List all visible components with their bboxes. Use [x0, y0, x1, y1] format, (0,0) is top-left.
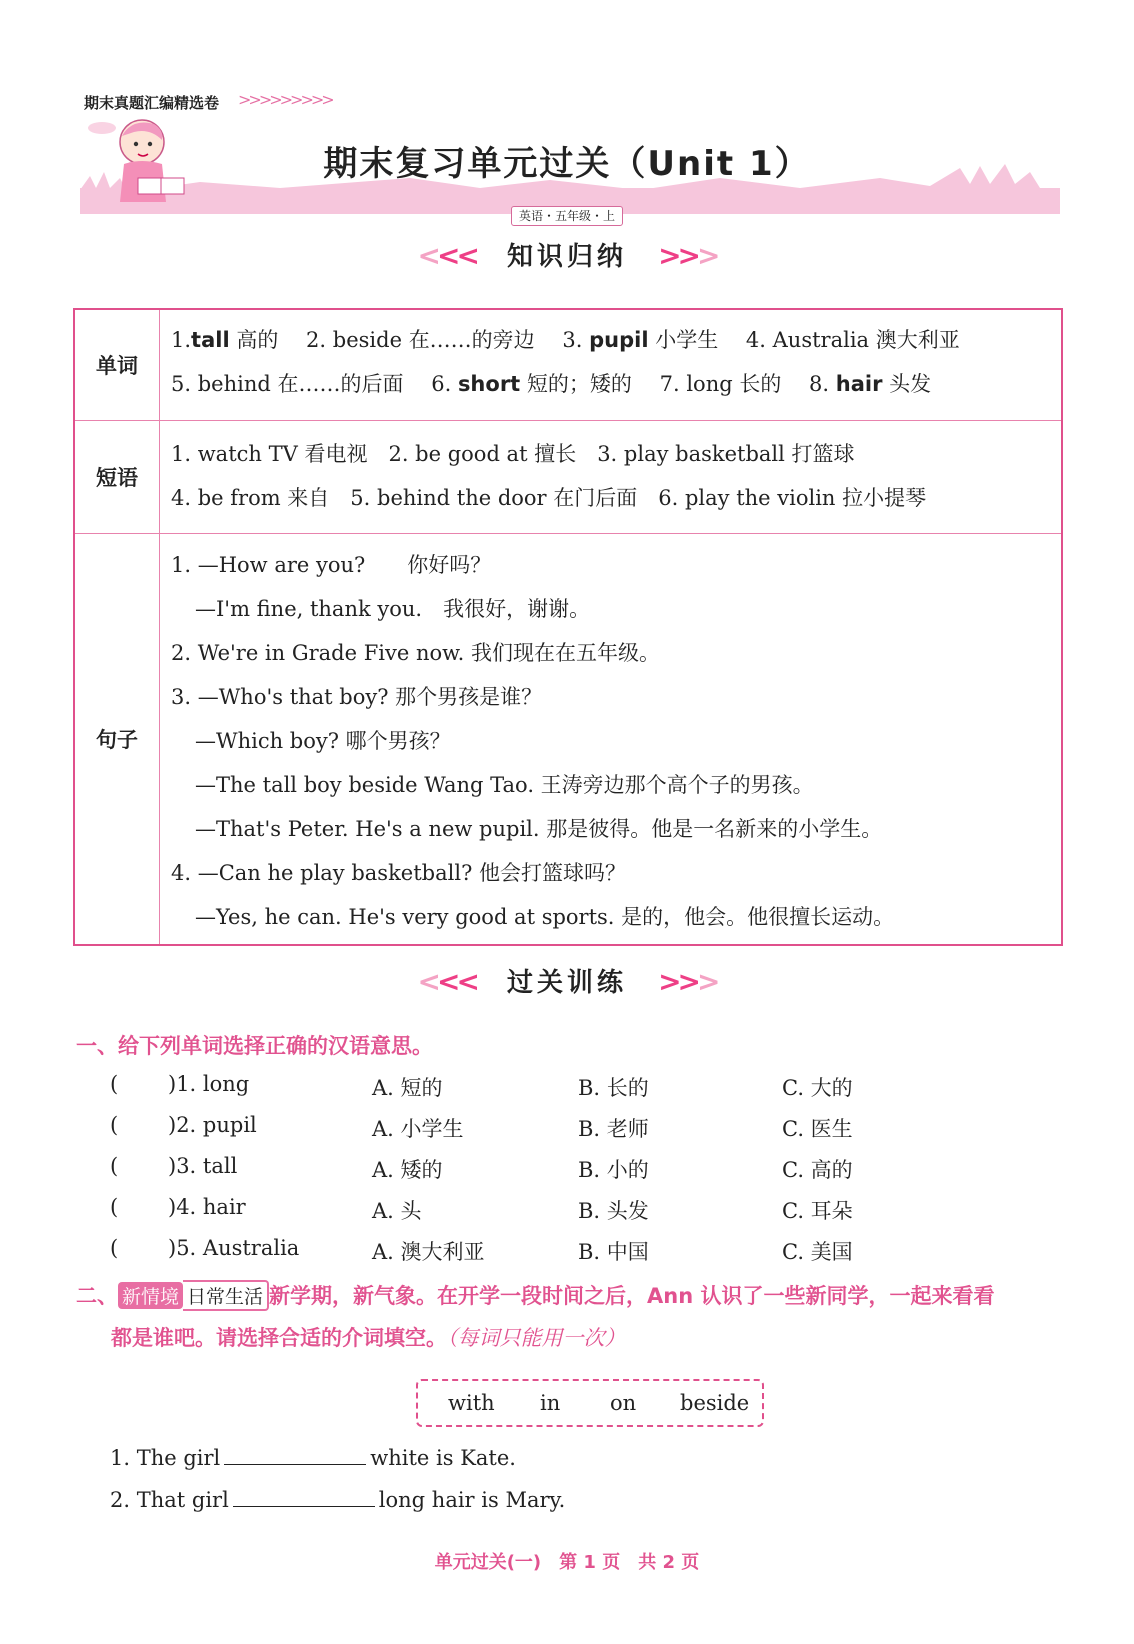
- sentence-line: —Which boy? 哪个男孩？: [195, 729, 451, 753]
- sentence-line: —I'm fine, thank you. 我很好，谢谢。: [195, 597, 591, 621]
- sentence-line: —Yes, he can. He's very good at sports. 是的，他会。他很擅长运动。: [195, 905, 895, 929]
- knowledge-heading: 知识归纳: [506, 242, 627, 272]
- daily-life-badge: 日常生活: [183, 1280, 269, 1311]
- sentence-line: 4. —Can he play basketball? 他会打篮球吗？: [171, 861, 627, 885]
- answer-blank[interactable]: [233, 1488, 375, 1507]
- word-bank-box: [416, 1379, 764, 1427]
- phrases-label: 短语: [75, 420, 160, 533]
- words-line-2: 5. behind 在……的后面 6. short 短的；矮的 7. long 长的 8. hair 头发: [171, 372, 932, 396]
- subject-tag: 英语・五年级・上: [511, 206, 623, 226]
- fill-blank-item: 2. That girl long hair is Mary.: [110, 1488, 566, 1512]
- page-title: 期末复习单元过关（Unit 1）: [323, 144, 811, 184]
- right-arrows-icon: >: [696, 239, 717, 272]
- sentences-row: [75, 533, 1061, 944]
- fill-blank-item: 1. The girl white is Kate.: [110, 1446, 516, 1470]
- new-context-badge: 新情境: [118, 1282, 183, 1309]
- series-title: 期末真题汇编精选卷: [84, 94, 220, 112]
- sentence-line: 2. We're in Grade Five now. 我们现在在五年级。: [171, 641, 660, 665]
- word-bank-item: with: [448, 1391, 495, 1415]
- answer-blank[interactable]: [224, 1446, 366, 1465]
- q2-title-line2: 都是谁吧。请选择合适的介词填空。（每词只能用一次）: [111, 1326, 626, 1350]
- left-arrows-icon: <: [417, 965, 437, 998]
- phrases-line: 4. be from 来自 5. behind the door 在门后面 6. play the violin 拉小提琴: [171, 486, 927, 510]
- knowledge-heading-wrap: [0, 236, 1134, 273]
- right-arrows-icon: >>: [658, 239, 697, 272]
- sentence-line: —That's Peter. He's a new pupil. 那是彼得。他是一名新来的小学生。: [195, 817, 883, 841]
- phrases-line: 1. watch TV 看电视 2. be good at 擅长 3. play basketball 打篮球: [171, 442, 855, 466]
- arrows-decoration-icon: >>>>>>>>>: [238, 90, 332, 109]
- phrases-row: [75, 420, 1061, 534]
- page-footer: 单元过关(一) 第 1 页 共 2 页: [434, 1552, 700, 1573]
- training-heading-wrap: [0, 962, 1134, 999]
- left-arrows-icon: <<: [437, 239, 476, 272]
- sentence-line: 1. —How are you? 你好吗？: [171, 553, 492, 577]
- words-row: [75, 310, 1061, 421]
- word-bank-item: beside: [680, 1391, 750, 1415]
- left-arrows-icon: <<: [437, 965, 476, 998]
- sentences-label: 句子: [75, 533, 160, 944]
- training-heading: 过关训练: [506, 968, 627, 998]
- right-arrows-icon: >>: [658, 965, 697, 998]
- knowledge-table: [73, 308, 1063, 946]
- sentence-line: —The tall boy beside Wang Tao. 王涛旁边那个高个子的男孩。: [195, 773, 814, 797]
- word-bank-item: on: [610, 1391, 637, 1415]
- q1-title: 一、给下列单词选择正确的汉语意思。: [76, 1034, 433, 1058]
- sentence-line: 3. —Who's that boy? 那个男孩是谁？: [171, 685, 543, 709]
- words-label: 单词: [75, 310, 160, 420]
- left-arrows-icon: <: [417, 239, 437, 272]
- words-line-1: 1.tall 高的 2. beside 在……的旁边 3. pupil 小学生 4. Australia 澳大利亚: [171, 328, 960, 352]
- q2-title: 二、 新情境 日常生活 新学期，新气象。在开学一段时间之后，Ann 认识了一些新同学，一起来看看: [76, 1280, 1076, 1311]
- right-arrows-icon: >: [696, 965, 717, 998]
- word-bank-item: in: [540, 1391, 561, 1415]
